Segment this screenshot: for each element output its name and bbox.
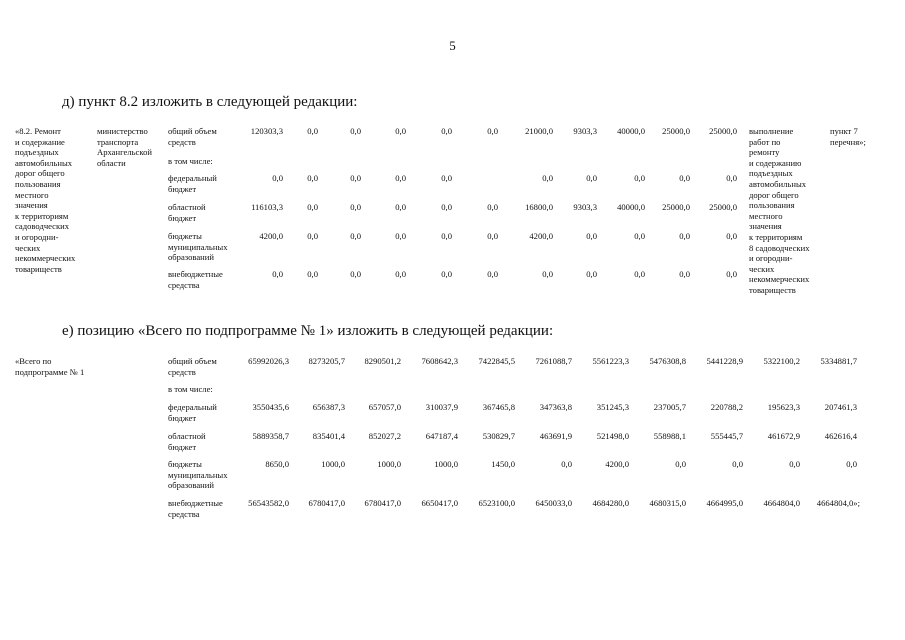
value-cell: 0,0 — [395, 269, 406, 279]
value-cell: 0,0 — [542, 173, 553, 183]
value-cell: 0,0 — [395, 173, 406, 183]
value-cell: 0,0 — [441, 202, 452, 212]
value-cell: 6523100,0 — [478, 498, 515, 508]
value-cell: 0,0 — [634, 173, 645, 183]
value-cell: 0,0 — [789, 459, 800, 469]
value-cell: 521498,0 — [596, 431, 629, 441]
value-cell: 0,0 — [307, 173, 318, 183]
expected-result-line: работ по — [749, 136, 781, 147]
measure-name-line: садоводческих — [15, 221, 70, 232]
value-cell: 6780417,0 — [364, 498, 401, 508]
row-label — [168, 173, 217, 194]
value-cell: 21000,0 — [525, 126, 553, 136]
value-cell: 0,0 — [679, 231, 690, 241]
value-cell: 8290501,2 — [364, 356, 401, 366]
row-label-line: средств — [168, 136, 196, 147]
value-cell: 0,0 — [846, 459, 857, 469]
row-label-line: бюджет — [168, 412, 197, 423]
row-label — [168, 126, 217, 147]
row-label-line: бюджеты — [168, 231, 202, 241]
value-cell: 207461,3 — [824, 402, 857, 412]
link-reference-line: пункт 7 — [830, 126, 858, 136]
section-d-heading: д) пункт 8.2 изложить в следующей редакции: — [62, 94, 358, 110]
value-cell: 0,0 — [487, 126, 498, 136]
program-name — [15, 356, 84, 377]
value-cell: 9303,3 — [573, 202, 597, 212]
program-name-line: подпрограмме № 1 — [15, 366, 85, 377]
row-label-line: общий объем — [168, 356, 217, 366]
expected-result-line: выполнение — [749, 126, 794, 136]
value-cell: 0,0 — [726, 173, 737, 183]
expected-result-line: автомобильных — [749, 178, 807, 189]
row-label-line: бюджет — [168, 441, 197, 452]
value-cell: 8650,0 — [265, 459, 289, 469]
row-label-line: в том числе: — [168, 384, 213, 394]
value-cell: 0,0 — [272, 269, 283, 279]
value-cell: 0,0 — [307, 202, 318, 212]
measure-name-line: дорог общего — [15, 168, 65, 179]
value-cell: 461672,9 — [767, 431, 800, 441]
value-cell: 5441228,9 — [706, 356, 743, 366]
link-reference — [830, 126, 866, 147]
executor-name-line: области — [97, 157, 126, 168]
value-cell: 40000,0 — [617, 202, 645, 212]
expected-result-line: дорог общего — [749, 189, 799, 200]
value-cell: 9303,3 — [573, 126, 597, 136]
value-cell: 0,0 — [634, 231, 645, 241]
value-cell: 7422845,5 — [478, 356, 515, 366]
value-cell: 0,0 — [487, 269, 498, 279]
value-cell: 0,0 — [441, 269, 452, 279]
value-cell: 0,0 — [350, 269, 361, 279]
row-label — [168, 202, 206, 223]
value-cell: 0,0 — [679, 173, 690, 183]
value-cell: 116103,3 — [251, 202, 283, 212]
measure-name-line: «8.2. Ремонт — [15, 126, 61, 136]
value-cell: 6650417,0 — [421, 498, 458, 508]
value-cell: 0,0 — [634, 269, 645, 279]
value-cell: 8273205,7 — [308, 356, 345, 366]
value-cell: 351245,3 — [596, 402, 629, 412]
value-cell: 0,0 — [726, 269, 737, 279]
value-cell: 0,0 — [350, 202, 361, 212]
value-cell: 0,0 — [732, 459, 743, 469]
value-cell: 0,0 — [441, 173, 452, 183]
value-cell: 7261088,7 — [535, 356, 572, 366]
measure-name-line: товариществ — [15, 263, 62, 274]
row-label-line: бюджет — [168, 183, 197, 194]
value-cell: 647187,4 — [425, 431, 458, 441]
value-cell: 852027,2 — [368, 431, 401, 441]
row-label-line: муниципальных — [168, 241, 228, 252]
value-cell: 657057,0 — [368, 402, 401, 412]
measure-name-line: местного — [15, 189, 49, 200]
value-cell: 463691,9 — [539, 431, 572, 441]
value-cell: 462616,4 — [824, 431, 857, 441]
program-name-line: «Всего по — [15, 356, 52, 366]
row-label-line: образований — [168, 480, 214, 491]
value-cell: 4664804,0»; — [816, 498, 860, 508]
value-cell: 0,0 — [487, 202, 498, 212]
value-cell: 0,0 — [272, 173, 283, 183]
value-cell: 4200,0 — [259, 231, 283, 241]
expected-result-line: ческих — [749, 263, 775, 274]
value-cell: 0,0 — [441, 231, 452, 241]
value-cell: 16800,0 — [525, 202, 553, 212]
value-cell: 220788,2 — [710, 402, 743, 412]
expected-result-line: некоммерческих — [749, 274, 810, 285]
value-cell: 0,0 — [487, 231, 498, 241]
row-label — [168, 156, 213, 167]
value-cell: 530829,7 — [482, 431, 515, 441]
value-cell: 25000,0 — [709, 126, 737, 136]
measure-name-line: значения — [15, 200, 48, 211]
value-cell: 0,0 — [395, 126, 406, 136]
value-cell: 4200,0 — [605, 459, 629, 469]
row-label-line: бюджет — [168, 212, 197, 223]
value-cell: 56543582,0 — [248, 498, 289, 508]
row-label-line: внебюджетные — [168, 498, 223, 508]
row-label-line: областной — [168, 202, 206, 212]
row-label-line: областной — [168, 431, 206, 441]
value-cell: 555445,7 — [710, 431, 743, 441]
value-cell: 1000,0 — [321, 459, 345, 469]
value-cell: 0,0 — [441, 126, 452, 136]
row-label-line: в том числе: — [168, 156, 213, 166]
value-cell: 656387,3 — [312, 402, 345, 412]
measure-name-line: ческих — [15, 242, 41, 253]
value-cell: 6780417,0 — [308, 498, 345, 508]
value-cell: 40000,0 — [617, 126, 645, 136]
value-cell: 0,0 — [586, 231, 597, 241]
value-cell: 0,0 — [307, 269, 318, 279]
value-cell: 120303,3 — [250, 126, 283, 136]
measure-name-line: автомобильных — [15, 157, 73, 168]
row-label-line: федеральный — [168, 402, 217, 412]
expected-result-line: значения — [749, 221, 782, 232]
row-label-line: средства — [168, 508, 200, 519]
link-reference-line: перечня»; — [830, 136, 866, 147]
value-cell: 4664804,0 — [763, 498, 800, 508]
expected-result-line: пользования — [749, 200, 795, 211]
value-cell: 0,0 — [307, 231, 318, 241]
value-cell: 4680315,0 — [649, 498, 686, 508]
value-cell: 4664995,0 — [706, 498, 743, 508]
value-cell: 25000,0 — [662, 202, 690, 212]
measure-name-line: и огородни- — [15, 231, 59, 242]
row-label — [168, 402, 217, 423]
value-cell: 65992026,3 — [248, 356, 289, 366]
measure-name-line: пользования — [15, 178, 61, 189]
expected-result-line: подъездных — [749, 168, 793, 179]
value-cell: 835401,4 — [312, 431, 345, 441]
value-cell: 0,0 — [586, 173, 597, 183]
row-label-line: бюджеты — [168, 459, 202, 469]
executor-name-line: Архангельской — [97, 147, 152, 158]
expected-result-line: ремонту — [749, 147, 780, 158]
row-label — [168, 356, 217, 377]
value-cell: 558988,1 — [653, 431, 686, 441]
measure-name-line: к территориям — [15, 210, 69, 221]
value-cell: 310037,9 — [425, 402, 458, 412]
expected-result-line: товариществ — [749, 284, 796, 295]
value-cell: 4684280,0 — [592, 498, 629, 508]
row-label — [168, 431, 206, 452]
value-cell: 1000,0 — [377, 459, 401, 469]
value-cell: 1000,0 — [434, 459, 458, 469]
value-cell: 4200,0 — [529, 231, 553, 241]
value-cell: 5334881,7 — [820, 356, 857, 366]
value-cell: 367465,8 — [482, 402, 515, 412]
value-cell: 5476308,8 — [649, 356, 686, 366]
value-cell: 0,0 — [350, 126, 361, 136]
expected-result-line: и содержанию — [749, 157, 802, 168]
section-e-heading: е) позицию «Всего по подпрограмме № 1» изложить в следующей редакции: — [62, 323, 554, 339]
row-label-line: средства — [168, 279, 200, 290]
value-cell: 5889358,7 — [252, 431, 289, 441]
measure-name — [15, 126, 75, 274]
value-cell: 0,0 — [542, 269, 553, 279]
executor-name — [97, 126, 152, 168]
value-cell: 25000,0 — [662, 126, 690, 136]
value-cell: 0,0 — [679, 269, 690, 279]
row-label-line: внебюджетные — [168, 269, 223, 279]
row-label — [168, 384, 213, 395]
value-cell: 0,0 — [307, 126, 318, 136]
value-cell: 0,0 — [726, 231, 737, 241]
value-cell: 195623,3 — [767, 402, 800, 412]
expected-result-line: 8 садоводческих — [749, 242, 810, 253]
value-cell: 0,0 — [395, 202, 406, 212]
executor-name-line: транспорта — [97, 136, 139, 147]
value-cell: 347363,8 — [539, 402, 572, 412]
value-cell: 5322100,2 — [763, 356, 800, 366]
expected-result-line: и огородни- — [749, 253, 793, 264]
row-label — [168, 498, 223, 519]
value-cell: 0,0 — [350, 173, 361, 183]
expected-result — [749, 126, 810, 296]
row-label-line: муниципальных — [168, 469, 228, 480]
measure-name-line: и содержание — [15, 136, 65, 147]
row-label-line: образований — [168, 252, 214, 263]
value-cell: 7608642,3 — [421, 356, 458, 366]
measure-name-line: подъездных — [15, 147, 59, 158]
measure-name-line: некоммерческих — [15, 253, 76, 264]
value-cell: 5561223,3 — [592, 356, 629, 366]
page-number: 5 — [449, 38, 456, 53]
expected-result-line: местного — [749, 210, 783, 221]
value-cell: 25000,0 — [709, 202, 737, 212]
value-cell: 0,0 — [395, 231, 406, 241]
row-label-line: средств — [168, 366, 196, 377]
value-cell: 6450033,0 — [535, 498, 572, 508]
value-cell: 0,0 — [586, 269, 597, 279]
expected-result-line: к территориям — [749, 231, 803, 242]
value-cell: 1450,0 — [491, 459, 515, 469]
value-cell: 0,0 — [350, 231, 361, 241]
executor-name-line: министерство — [97, 126, 148, 136]
value-cell: 0,0 — [561, 459, 572, 469]
row-label-line: федеральный — [168, 173, 217, 183]
value-cell: 3550435,6 — [252, 402, 289, 412]
value-cell: 0,0 — [675, 459, 686, 469]
row-label-line: общий объем — [168, 126, 217, 136]
value-cell: 237005,7 — [653, 402, 686, 412]
